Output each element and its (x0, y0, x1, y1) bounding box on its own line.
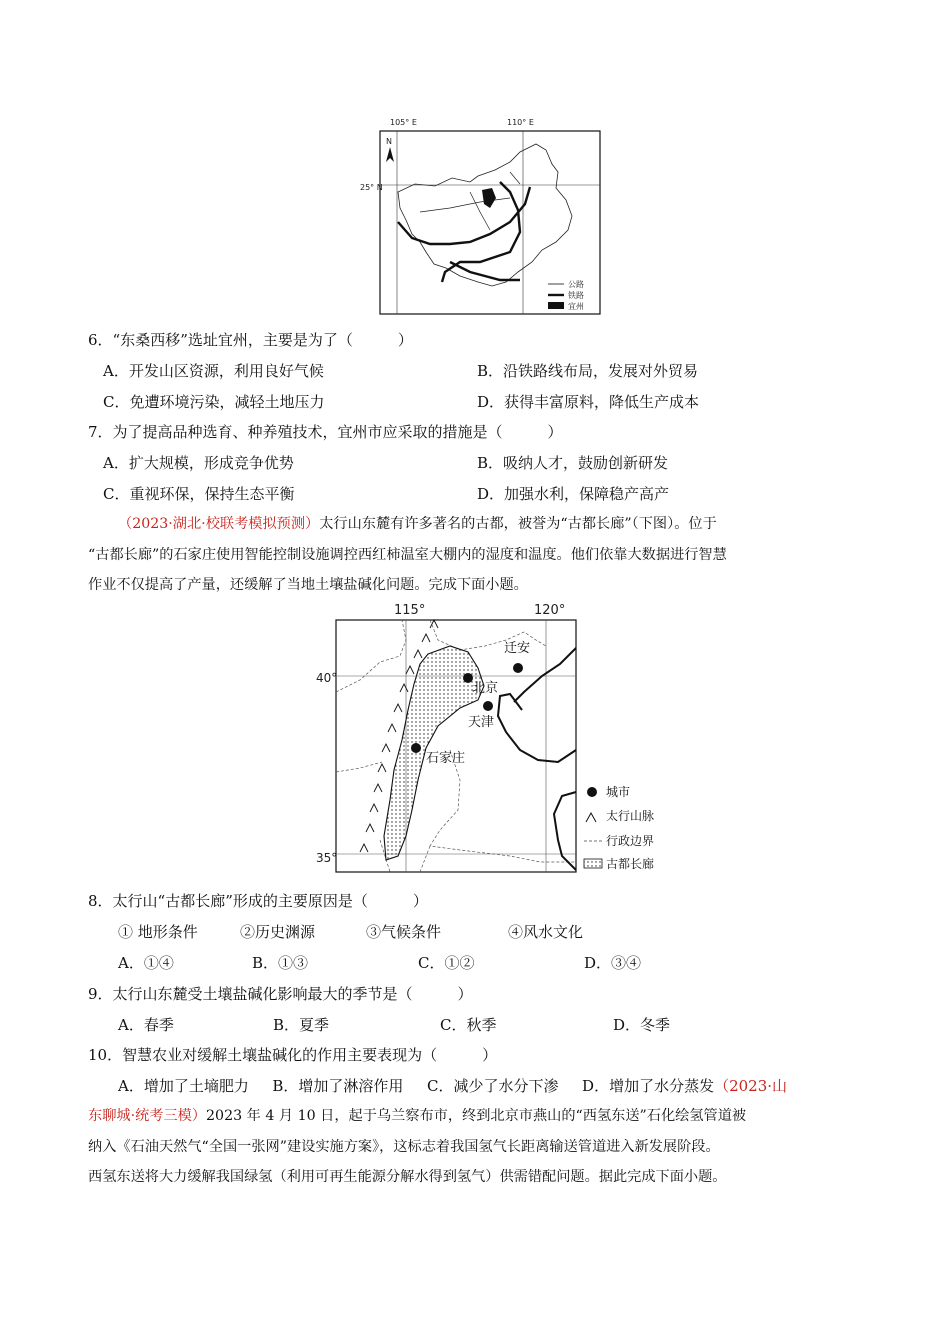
q10-option-a[interactable]: A．增加了土墒肥力 (118, 1077, 249, 1095)
legend-yizhou-label: 宜州 (568, 302, 584, 311)
passage3-source-b: 东聊城·统考三模） (88, 1108, 207, 1124)
city-shijiazhuang-marker (411, 743, 421, 753)
q8-item-2: ②历史渊源 (240, 923, 316, 941)
legend-boundary-label: 行政边界 (606, 834, 655, 848)
passage2-line1 (118, 514, 717, 534)
legend-mountain-symbol (586, 813, 596, 822)
map1-lon2-label: 110° E (507, 118, 534, 127)
legend-rail-label: 铁路 (568, 291, 584, 300)
q9-option-a[interactable]: A．春季 (118, 1016, 174, 1034)
city-shijiazhuang-label: 石家庄 (426, 751, 466, 766)
legend-road-label: 公路 (568, 280, 584, 289)
city-qianan-label: 迁安 (504, 641, 531, 656)
legend-corridor-label: 古都长廊 (606, 857, 655, 871)
q8-item-3: ③气候条件 (366, 923, 442, 941)
q6-option-b[interactable]: B．沿铁路线布局，发展对外贸易 (477, 362, 699, 380)
q6-option-a[interactable]: A．开发山区资源，利用良好气候 (103, 362, 324, 380)
legend-city-symbol (587, 787, 597, 797)
city-tianjin-label: 天津 (468, 715, 495, 730)
q7-option-a[interactable]: A．扩大规模，形成竞争优势 (103, 454, 294, 472)
q9-option-d[interactable]: D．冬季 (613, 1016, 671, 1034)
city-beijing-label: 北京 (472, 681, 499, 696)
q9-option-b[interactable]: B．夏季 (273, 1016, 330, 1034)
q9-option-c[interactable]: C．秋季 (440, 1016, 497, 1034)
passage3-text1: 2023 年 4 月 10 日，起于乌兰察布市，终到北京市燕山的“西氢东送”石化绘氢管道被 (206, 1108, 747, 1124)
legend-city-label: 城市 (606, 785, 631, 799)
q6-option-c[interactable]: C．免遭环境污染，减轻土地压力 (103, 393, 325, 411)
passage2-text1: 太行山东麓有许多著名的古都，被誉为“古都长廊”（下图）。位于 (319, 516, 717, 532)
north-arrow-icon (386, 147, 394, 162)
ancient-capital-corridor-map (310, 600, 670, 880)
q7-stem: 7．为了提高品种选育、种养殖技术，宜州市应采取的措施是（ ） (88, 423, 563, 441)
passage3-line2: 纳入《石油天然气“全国一张网”建设实施方案》，这标志着我国氢气长距离输送管道进入新发展阶段。 (88, 1139, 720, 1155)
railway-line (398, 182, 530, 282)
q8-option-a[interactable]: A．①④ (118, 954, 174, 972)
passage2-line3: 作业不仅提高了产量，还缓解了当地土壤盐碱化问题。完成下面小题。 (88, 577, 528, 593)
q6-stem: 6．“东桑西移”选址宜州，主要是为了（ ） (88, 331, 413, 349)
passage3-source-a: （2023·山 (714, 1077, 788, 1095)
passage2-line2: “古都长廊”的石家庄使用智能控制设施调控西红柿温室大棚内的湿度和温度。他们依靠大数据进行智慧 (88, 547, 727, 563)
q10-option-b[interactable]: B．增加了淋溶作用 (272, 1077, 404, 1095)
q8-option-b[interactable]: B．①③ (252, 954, 309, 972)
passage2-source: （2023·湖北·校联考模拟预测） (118, 516, 320, 532)
q7-option-c[interactable]: C．重视环保，保持生态平衡 (103, 485, 295, 503)
map2-lat2-label: 35° (316, 851, 338, 865)
q9-stem: 9．太行山东麓受土壤盐碱化影响最大的季节是（ ） (88, 985, 473, 1003)
map2-lat1-label: 40° (316, 671, 338, 685)
q8-item-4: ④风水文化 (508, 923, 584, 941)
q8-option-d[interactable]: D．③④ (584, 954, 642, 972)
north-label: N (386, 137, 392, 146)
map1-lon1-label: 105° E (390, 118, 417, 127)
map2-lon1-label: 115° (394, 603, 426, 618)
q7-option-b[interactable]: B．吸纳人才，鼓励创新研发 (477, 454, 669, 472)
yizhou-region (482, 188, 496, 208)
q10-stem: 10．智慧农业对缓解土壤盐碱化的作用主要表现为（ ） (88, 1046, 498, 1064)
city-tianjin-marker (483, 701, 493, 711)
q8-item-1: ① 地形条件 (118, 923, 198, 941)
q8-stem: 8．太行山“古都长廊”形成的主要原因是（ ） (88, 892, 428, 910)
q6-option-d[interactable]: D．获得丰富原料，降低生产成本 (477, 393, 700, 411)
coastline (498, 648, 576, 870)
legend-corridor-symbol (584, 859, 602, 868)
city-qianan-marker (513, 663, 523, 673)
q7-option-d[interactable]: D．加强水利，保障稳产高产 (477, 485, 670, 503)
legend-mountain-label: 太行山脉 (606, 809, 655, 823)
yizhou-map (360, 112, 610, 317)
passage3-line1 (88, 1106, 746, 1126)
q8-option-c[interactable]: C．①② (418, 954, 475, 972)
road-line (420, 172, 520, 230)
province-outline (398, 144, 572, 286)
q10-option-d[interactable]: D．增加了水分蒸发 (582, 1077, 715, 1095)
q10-options-row (118, 1076, 787, 1096)
q10-option-c[interactable]: C．减少了水分下渗 (427, 1077, 559, 1095)
map1-frame (380, 131, 600, 314)
legend-yizhou-symbol (548, 302, 564, 309)
map1-lat-label: 25° N (360, 183, 383, 192)
passage3-line3: 西氢东送将大力缓解我国绿氢（利用可再生能源分解水得到氢气）供需错配问题。据此完成下面小题。 (88, 1169, 727, 1185)
map2-lon2-label: 120° (534, 603, 566, 618)
